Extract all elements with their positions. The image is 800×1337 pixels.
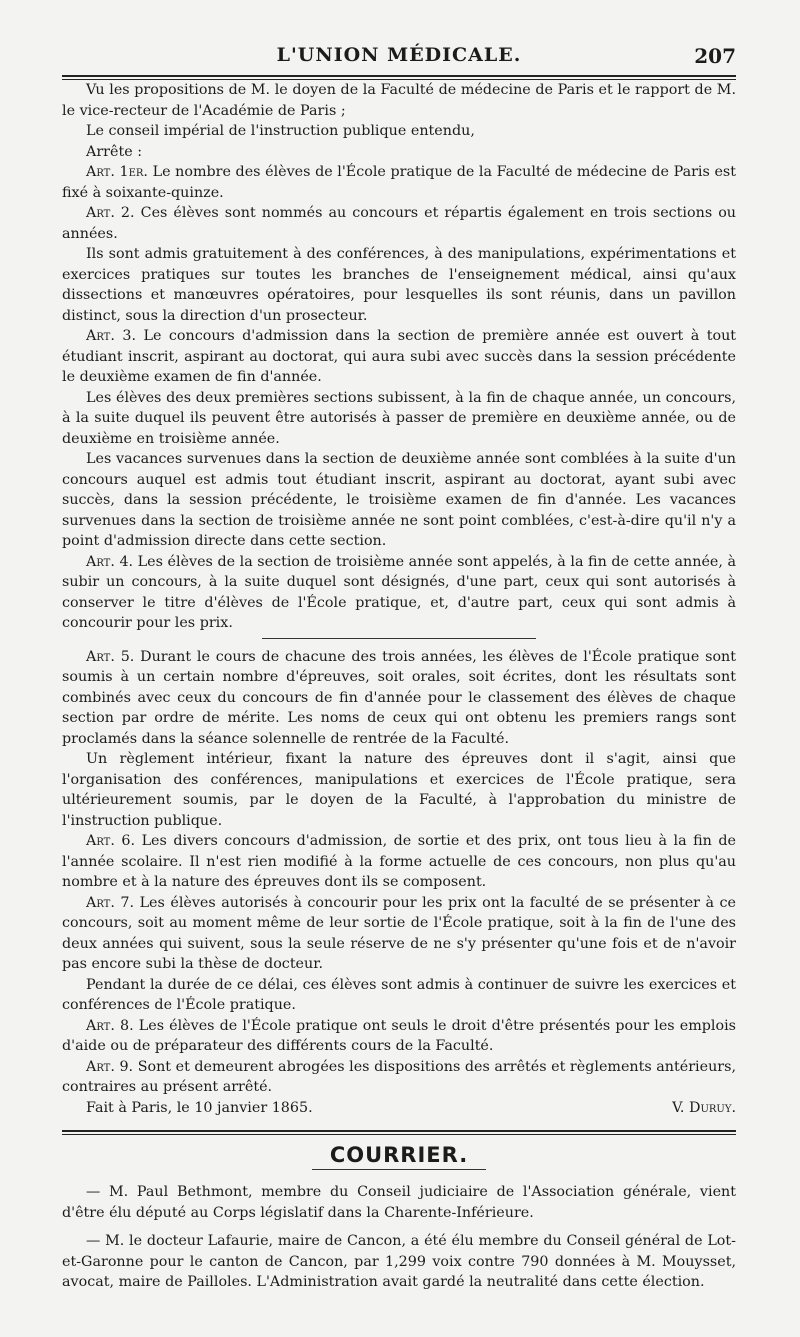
article-label: Art. 9.: [86, 1058, 134, 1075]
article-paragraph: [62, 449, 736, 552]
article-paragraph: [62, 975, 736, 1016]
article-paragraph: [62, 388, 736, 450]
article-text: Le concours d'admission dans la section de première année est ouvert à tout étudiant inscrit, aspirant au doctorat, qui aura subi avec succès dans la session précédente le deuxième examen de fin d'année.: [62, 328, 737, 385]
decree-text: [62, 80, 736, 1118]
article-text: Les élèves de la section de troisième année sont appelés, à la fin de cette année, à subir un concours, à la suite duquel sont désignés, d'une part, ceux qui sont autorisés à conserver le titre d'élèves de l'École pratique, et, d'autre part, ceux qui sont admis à concourir pour les prix.: [62, 553, 737, 631]
article-label: Art. 1er.: [86, 164, 148, 180]
double-rule-divider: [62, 1130, 736, 1135]
article-label: Art. 4.: [86, 553, 134, 570]
news-item: — M. le docteur Lafaurie, maire de Cancon, a été élu membre du Conseil général de Lot-et-Garonne pour le canton de Cancon, par 1,299 voix contre 790 données à M. Mouysset, avocat, maire de Pailloles. L'Administration avait gardé la neutralité dans cette élection.: [62, 1233, 736, 1290]
article-text: Les élèves autorisés à concourir pour les prix ont la faculté de se présenter à ce concours, soit au moment même de leur sortie de l'École pratique, soit à la fin de l'une des deux années qui suivent, sous la seule réserve de ne s'y présenter qu'une fois et de n'avoir pas encore subi la thèse de docteur.: [62, 894, 737, 972]
signature-line: [62, 1098, 736, 1119]
article-label: Art. 2.: [86, 205, 135, 221]
section-divider: [262, 638, 536, 639]
article-paragraph: [62, 893, 736, 975]
article-text: Pendant la durée de ce délai, ces élèves sont admis à continuer de suivre les exercices et conférences de l'École pratique.: [62, 976, 736, 1013]
article-text: Les élèves des deux premières sections subissent, à la fin de chaque année, un concours, à la suite duquel ils peuvent être autorisés à passer de première en deuxième année, ou de deuxième en troisième année.: [62, 389, 736, 447]
article-paragraph: [62, 552, 736, 634]
article-text: Les vacances survenues dans la section de deuxième année sont comblées à la suite d'un concours auquel est admis tout étudiant inscrit, aspirant au doctorat, ayant subi avec succès, dans la session précédente, le troisième examen de fin d'année. Les vacances survenues dans la section de troisième année ne sont point comblées, c'est-à-dire qu'il n'y a point d'admission directe dans cette section.: [62, 451, 736, 549]
preamble-paragraph: Le conseil impérial de l'instruction publique entendu,: [86, 123, 475, 139]
header-rule: [62, 75, 736, 80]
article-paragraph: [62, 647, 736, 750]
article-paragraph: [62, 749, 736, 831]
journal-title: L'UNION MÉDICALE.: [276, 44, 522, 66]
article-text: Ces élèves sont nommés au concours et répartis également en trois sections ou années.: [62, 205, 737, 242]
article-text: Durant le cours de chacune des trois années, les élèves de l'École pratique sont soumis à un certain nombre d'épreuves, soit orales, soit écrites, dont les résultats sont combinés avec ceux du concours de fin d'année pour le classement des élèves de chaque section par ordre de mérite. Les noms de ceux qui ont obtenu les premiers rangs sont proclamés dans la séance solennelle de rentrée de la Faculté.: [62, 648, 737, 747]
article-text: Les divers concours d'admission, de sortie et des prix, ont tous lieu à la fin de l'année scolaire. Il n'est rien modifié à la forme actuelle de ces concours, non plus qu'au nombre et à la nature des épreuves dont ils se composent.: [62, 833, 736, 890]
article-text: Sont et demeurent abrogées les dispositions des arrêtés et règlements antérieurs, contraires au présent arrêté.: [62, 1058, 737, 1095]
signature: V. Duruy.: [672, 1099, 736, 1116]
closing-date: Fait à Paris, le 10 janvier 1865.: [86, 1099, 313, 1116]
article-paragraph: [62, 244, 736, 326]
article-paragraph: [62, 162, 736, 203]
article-paragraph: [62, 326, 736, 388]
article-label: Art. 7.: [86, 894, 135, 911]
article-paragraph: [62, 203, 736, 244]
article-text: Ils sont admis gratuitement à des conférences, à des manipulations, expérimentations et exercices pratiques sur toutes les branches de l'enseignement médical, ainsi qu'aux dissections et manœuvres opératoires, pour lesquelles ils sont réunis, dans un pavillon distinct, sous la direction d'un prosecteur.: [62, 246, 736, 324]
preamble-paragraph: Vu les propositions de M. le doyen de la Faculté de médecine de Paris et le rapport de M. le vice-recteur de l'Académie de Paris ;: [62, 82, 736, 119]
article-label: Art. 5.: [86, 648, 135, 665]
arrete-heading: Arrête :: [86, 143, 143, 160]
article-paragraph: [62, 1057, 736, 1098]
article-label: Art. 8.: [86, 1017, 134, 1034]
article-label: Art. 3.: [86, 328, 136, 344]
article-paragraph: [62, 1016, 736, 1057]
article-text: Un règlement intérieur, fixant la nature des épreuves dont il s'agit, ainsi que l'organisation des conférences, manipulations et exercices de l'École pratique, sera ultérieurement soumis, par le doyen de la Faculté, à l'approbation du ministre de l'instruction publique.: [62, 751, 736, 829]
article-text: Les élèves de l'École pratique ont seuls le droit d'être présentés pour les emplois d'aide ou de préparateur des différents cours de la Faculté.: [62, 1017, 737, 1054]
running-header: [62, 0, 736, 80]
article-label: Art. 6.: [86, 833, 136, 849]
courrier-news: [62, 1182, 736, 1293]
article-paragraph: [62, 831, 736, 893]
news-item: — M. Paul Bethmont, membre du Conseil judiciaire de l'Association générale, vient d'être élu député au Corps législatif dans la Charente-Inférieure.: [62, 1184, 736, 1221]
title-underline: [312, 1169, 486, 1170]
page-number: 207: [694, 44, 736, 68]
article-text: Le nombre des élèves de l'École pratique de la Faculté de médecine de Paris est fixé à soixante-quinze.: [62, 164, 736, 201]
section-title-courrier: COURRIER.: [329, 1143, 469, 1167]
